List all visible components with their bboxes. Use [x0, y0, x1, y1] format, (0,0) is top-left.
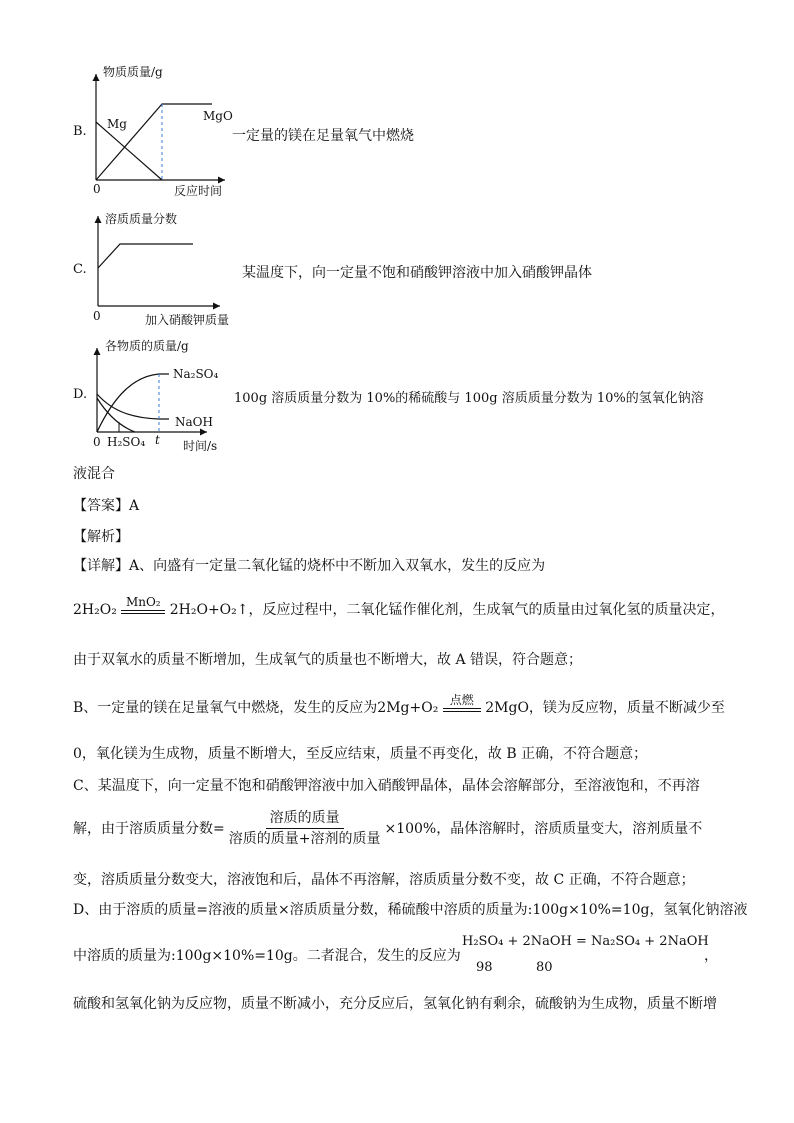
naoh-label: NaOH: [175, 415, 213, 429]
detail-a1: A、向盛有一定量二氧化锰的烧杯中不断加入双氧水，发生的反应为: [129, 558, 546, 574]
option-d-graph: [85, 334, 235, 456]
detail-label: 【详解】: [73, 558, 129, 574]
x-axis-label: 反应时间: [174, 184, 223, 198]
option-c-desc: 某温度下，向一定量不饱和硝酸钾溶液中加入硝酸钾晶体: [242, 265, 592, 281]
detail-b1-post: ，镁为反应物，质量不断减少至: [528, 700, 725, 716]
option-b-graph: [85, 60, 245, 200]
formula-numerator: 溶质的质量: [266, 808, 344, 829]
h2so4-label: H₂SO₄: [107, 435, 146, 449]
detail-d-line2: [73, 946, 461, 966]
formula-denominator: 溶质的质量+溶剂的质量: [228, 831, 381, 847]
origin-label: 0: [93, 309, 101, 323]
origin-label: 0: [93, 182, 101, 196]
eq-a-right: 2H₂O+O₂↑: [169, 602, 249, 618]
eq-b-right: 2MgO: [485, 700, 529, 716]
mgo-curve: [96, 104, 212, 180]
eq-b-condition: 点燃: [449, 693, 474, 707]
detail-c2-post: ×100%，晶体溶解时，溶质质量变大，溶剂质量不: [384, 820, 703, 837]
detail-b1-pre: B、一定量的镁在足量氧气中燃烧，发生的反应为: [73, 700, 378, 716]
analysis-label: 【解析】: [73, 529, 129, 545]
mass-fraction-curve: [98, 244, 193, 268]
na2so4-curve: [97, 374, 169, 432]
na2so4-label: Na₂SO₄: [173, 367, 219, 381]
eq-d-mass-naoh: 80: [536, 960, 553, 975]
naoh-curve: [97, 394, 169, 419]
option-b-desc: 一定量的镁在足量氧气中燃烧: [232, 128, 414, 144]
detail-a-line2: [73, 595, 725, 620]
eq-a-arrow: [121, 595, 165, 614]
detail-c-line2: [73, 808, 702, 849]
answer-label: 【答案】: [73, 498, 129, 514]
option-d-desc-cont: 液混合: [73, 466, 115, 482]
mg-label: Mg: [107, 117, 127, 131]
eq-a-condition: MnO₂: [125, 595, 161, 609]
detail-b-line1: [73, 693, 725, 718]
mass-fraction-formula: [225, 808, 385, 849]
detail-d2-pre: 中溶质的质量为:100g×10%=10g。二者混合，发生的反应为: [73, 948, 461, 964]
y-axis-label: 各物质的质量/g: [105, 339, 189, 353]
answer-line: [73, 495, 139, 515]
detail-a3: 由于双氧水的质量不断增加，生成氧气的质量也不断增大，故 A 错误，符合题意；: [73, 652, 583, 668]
answer-value: A: [129, 498, 140, 514]
detail-a-line1: [73, 556, 545, 576]
mgo-label: MgO: [203, 109, 233, 123]
option-b-letter: B.: [73, 124, 87, 139]
option-d-letter: D.: [73, 387, 88, 402]
x-axis-label: 时间/s: [183, 439, 218, 453]
y-axis-label: 物质质量/g: [103, 65, 163, 79]
t-label: t: [155, 433, 160, 447]
eq-d-comma: ，: [704, 948, 718, 964]
x-axis-label: 加入硝酸钾质量: [145, 313, 230, 327]
eq-d-mass-h2so4: 98: [476, 960, 493, 975]
detail-d3: 硫酸和氢氧化钠为反应物，质量不断减小，充分反应后，氢氧化钠有剩余，硫酸钠为生成物，质量不断增: [73, 996, 717, 1012]
option-c-letter: C.: [73, 262, 87, 277]
mg-curve: [96, 122, 162, 180]
detail-c3: 变，溶质质量分数变大，溶液饱和后，晶体不再溶解，溶质质量分数不变，故 C 正确，不符合题意；: [73, 872, 695, 888]
origin-label: 0: [93, 435, 101, 449]
eq-d: H₂SO₄ + 2NaOH = Na₂SO₄ + 2NaOH: [462, 934, 709, 949]
detail-c2-pre: 解，由于溶质质量分数=: [73, 820, 225, 837]
eq-b-arrow: [443, 693, 481, 712]
option-c-graph: [85, 206, 255, 332]
option-d-desc: 100g 溶质质量分数为 10%的稀硫酸与 100g 溶质质量分数为 10%的氢氧化钠溶: [234, 391, 704, 406]
y-axis-label: 溶质质量分数: [105, 212, 178, 226]
detail-d1: D、由于溶质的质量=溶液的质量×溶质质量分数，稀硫酸中溶质的质量为:100g×10%=10g，氢氧化钠溶液: [73, 902, 748, 918]
detail-c1: C、某温度下，向一定量不饱和硝酸钾溶液中加入硝酸钾晶体，晶体会溶解部分，至溶液饱和，不再溶: [73, 778, 700, 794]
detail-b2: 0，氧化镁为生成物，质量不断增大，至反应结束，质量不再变化，故 B 正确，不符合题意；: [73, 746, 648, 762]
eq-a-left: 2H₂O₂: [73, 602, 117, 618]
eq-b-left: 2Mg+O₂: [377, 700, 439, 716]
detail-a2-text: ，反应过程中，二氧化锰作催化剂，生成氧气的质量由过氧化氢的质量决定，: [248, 602, 725, 618]
